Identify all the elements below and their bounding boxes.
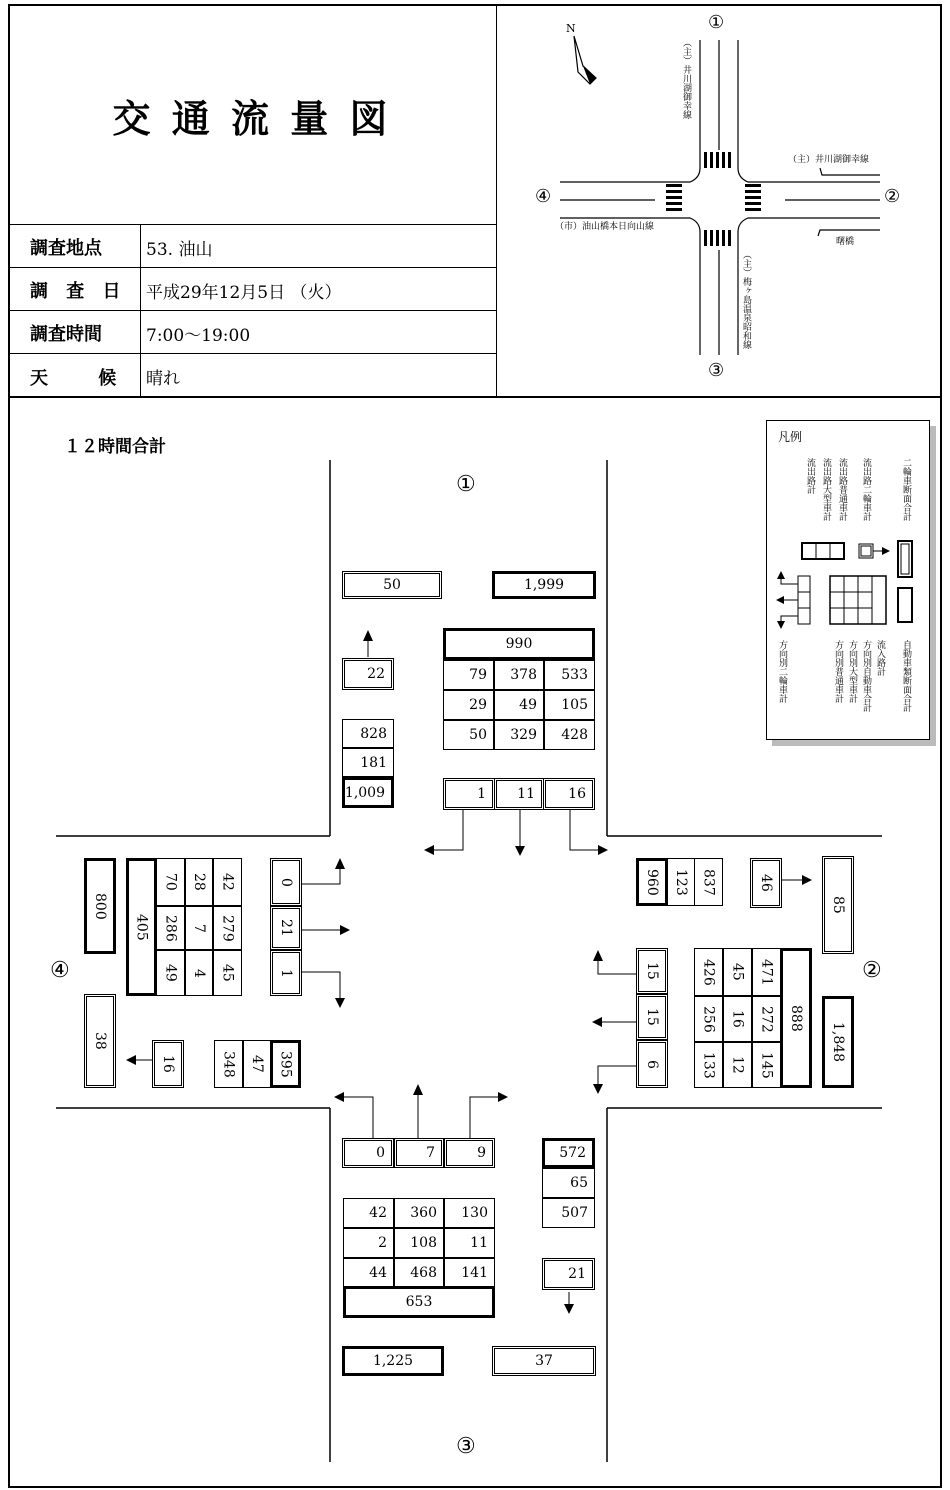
east-vehicle-section: 1,848 — [822, 996, 854, 1088]
weather-label: 天 候 — [30, 368, 139, 389]
north-label: N — [566, 22, 576, 35]
north-twowheel-section: 50 — [342, 571, 442, 599]
west-out-twowheel: 16 — [152, 1040, 184, 1088]
south-grid-cell: 468 — [394, 1258, 444, 1288]
west-vehicle-section: 800 — [84, 858, 116, 954]
north-grid-cell: 50 — [443, 720, 494, 750]
east-out-total: 960 — [636, 858, 668, 906]
south-vehicle-section: 1,225 — [342, 1346, 444, 1376]
west-twowheel-section: 38 — [84, 994, 116, 1088]
east-dir-twowheel: 6 — [636, 1040, 668, 1088]
legend-label: 流出路計 — [805, 458, 815, 494]
north-out-twowheel: 22 — [342, 658, 394, 690]
south-out-total: 572 — [542, 1138, 595, 1168]
north-out-normal: 828 — [342, 719, 394, 748]
north-grid-cell: 105 — [544, 690, 595, 720]
weather-value: 晴れ — [146, 369, 180, 389]
legend-label: 二輪車断面合計 — [901, 458, 911, 521]
north-out-total: 1,009 — [342, 777, 394, 808]
north-grid-cell: 49 — [494, 690, 544, 720]
survey-time-label: 調査時間 — [30, 324, 102, 345]
north-grid-cell: 29 — [443, 690, 494, 720]
approach-3-label: ③ — [456, 1434, 476, 1459]
south-grid-cell: 11 — [444, 1228, 495, 1258]
south-grid-cell: 141 — [444, 1258, 495, 1288]
west-dir-twowheel: 0 — [270, 858, 302, 906]
legend-label: 流入路計 — [875, 640, 885, 676]
north-inflow-total: 990 — [443, 628, 595, 660]
east-grid-cell: 272 — [752, 996, 781, 1042]
west-grid-cell: 7 — [185, 906, 213, 950]
east-grid-cell: 471 — [752, 948, 781, 996]
north-grid-cell: 79 — [443, 660, 494, 690]
legend-label: 方向別普通車計 — [833, 640, 843, 703]
west-grid-cell: 28 — [185, 858, 213, 906]
north-grid-cell: 378 — [494, 660, 544, 690]
west-dir-twowheel: 1 — [270, 950, 302, 996]
approach-1-label: ① — [456, 472, 476, 497]
west-out-normal: 348 — [214, 1040, 243, 1088]
east-grid-cell: 45 — [723, 948, 752, 996]
south-dir-twowheel: 0 — [342, 1138, 394, 1168]
south-grid-cell: 44 — [343, 1258, 394, 1288]
legend-label: 方向別二輪車計 — [777, 640, 787, 703]
north-dir-twowheel: 1 — [443, 778, 495, 810]
map-road-south: （主）梅ヶ島温泉昭和線 — [741, 250, 751, 349]
south-dir-twowheel: 7 — [394, 1138, 444, 1168]
south-grid-cell: 130 — [444, 1198, 495, 1228]
west-inflow-total: 405 — [126, 858, 157, 996]
west-grid-cell: 279 — [213, 906, 242, 950]
south-grid-cell: 2 — [343, 1228, 394, 1258]
east-grid-cell: 12 — [723, 1042, 752, 1088]
survey-location-value: 53. 油山 — [146, 240, 213, 260]
west-grid-cell: 45 — [213, 950, 242, 996]
legend-label: 流出路二輪車計 — [861, 458, 871, 521]
south-twowheel-section: 37 — [492, 1346, 596, 1376]
approach-2-label: ② — [862, 958, 882, 983]
west-dir-twowheel: 21 — [270, 906, 302, 950]
legend-label: 方向別自動車合計 — [861, 640, 871, 712]
south-out-large: 65 — [542, 1168, 595, 1198]
legend-label: 自動車類断面合計 — [901, 640, 911, 712]
west-grid-cell: 286 — [156, 906, 185, 950]
east-grid-cell: 426 — [694, 948, 723, 996]
west-grid-cell: 4 — [185, 950, 213, 996]
north-grid-cell: 428 — [544, 720, 595, 750]
survey-location-label: 調査地点 — [30, 238, 102, 259]
survey-date-label: 調 査 日 — [30, 281, 127, 302]
south-out-normal: 507 — [542, 1198, 595, 1228]
legend-label: 流出路普通車計 — [837, 458, 847, 521]
page-title: 交 通 流 量 図 — [112, 97, 392, 141]
east-grid-cell: 133 — [694, 1042, 723, 1088]
map-approach-2: ② — [884, 186, 901, 207]
east-grid-cell: 256 — [694, 996, 723, 1042]
south-grid-cell: 42 — [343, 1198, 394, 1228]
map-approach-4: ④ — [535, 186, 552, 207]
map-road-east-upper: （主）井川湖御幸線 — [788, 155, 870, 165]
west-grid-cell: 49 — [156, 950, 185, 996]
map-approach-1: ① — [708, 12, 725, 33]
south-grid-cell: 360 — [394, 1198, 444, 1228]
map-road-west: （市）油山橋本日向山線 — [555, 222, 655, 232]
survey-date-value: 平成29年12月5日 （火） — [146, 283, 342, 303]
west-grid-cell: 70 — [156, 858, 185, 906]
east-out-normal: 837 — [694, 858, 723, 906]
east-out-twowheel: 46 — [750, 858, 782, 908]
legend-title: 凡例 — [778, 430, 803, 444]
approach-4-label: ④ — [50, 958, 70, 983]
east-dir-twowheel: 15 — [636, 948, 668, 994]
west-grid-cell: 42 — [213, 858, 242, 906]
east-out-large: 123 — [667, 858, 695, 906]
period-label: １２時間合計 — [64, 437, 166, 457]
north-out-large: 181 — [342, 748, 394, 777]
south-grid-cell: 108 — [394, 1228, 444, 1258]
north-grid-cell: 533 — [544, 660, 595, 690]
legend-label: 流出路大型車計 — [821, 458, 831, 521]
east-inflow-total: 888 — [780, 948, 812, 1088]
south-dir-twowheel: 9 — [444, 1138, 495, 1168]
east-dir-twowheel: 15 — [636, 994, 668, 1040]
west-out-large: 47 — [243, 1040, 271, 1088]
map-approach-3: ③ — [708, 360, 725, 381]
north-dir-twowheel: 11 — [494, 778, 544, 810]
south-inflow-total: 653 — [343, 1286, 495, 1318]
legend-label: 方向別大型車計 — [847, 640, 857, 703]
east-twowheel-section: 85 — [822, 856, 854, 954]
east-grid-cell: 16 — [723, 996, 752, 1042]
north-grid-cell: 329 — [494, 720, 544, 750]
map-road-north: （主）井川湖御幸線 — [681, 38, 691, 119]
north-dir-twowheel: 16 — [543, 778, 595, 810]
west-out-total: 395 — [270, 1040, 301, 1088]
map-road-east-lower: 曙橋 — [836, 237, 855, 247]
south-out-twowheel: 21 — [542, 1258, 595, 1290]
survey-time-value: 7:00～19:00 — [146, 326, 251, 346]
north-vehicle-section: 1,999 — [492, 571, 596, 599]
east-grid-cell: 145 — [752, 1042, 781, 1088]
